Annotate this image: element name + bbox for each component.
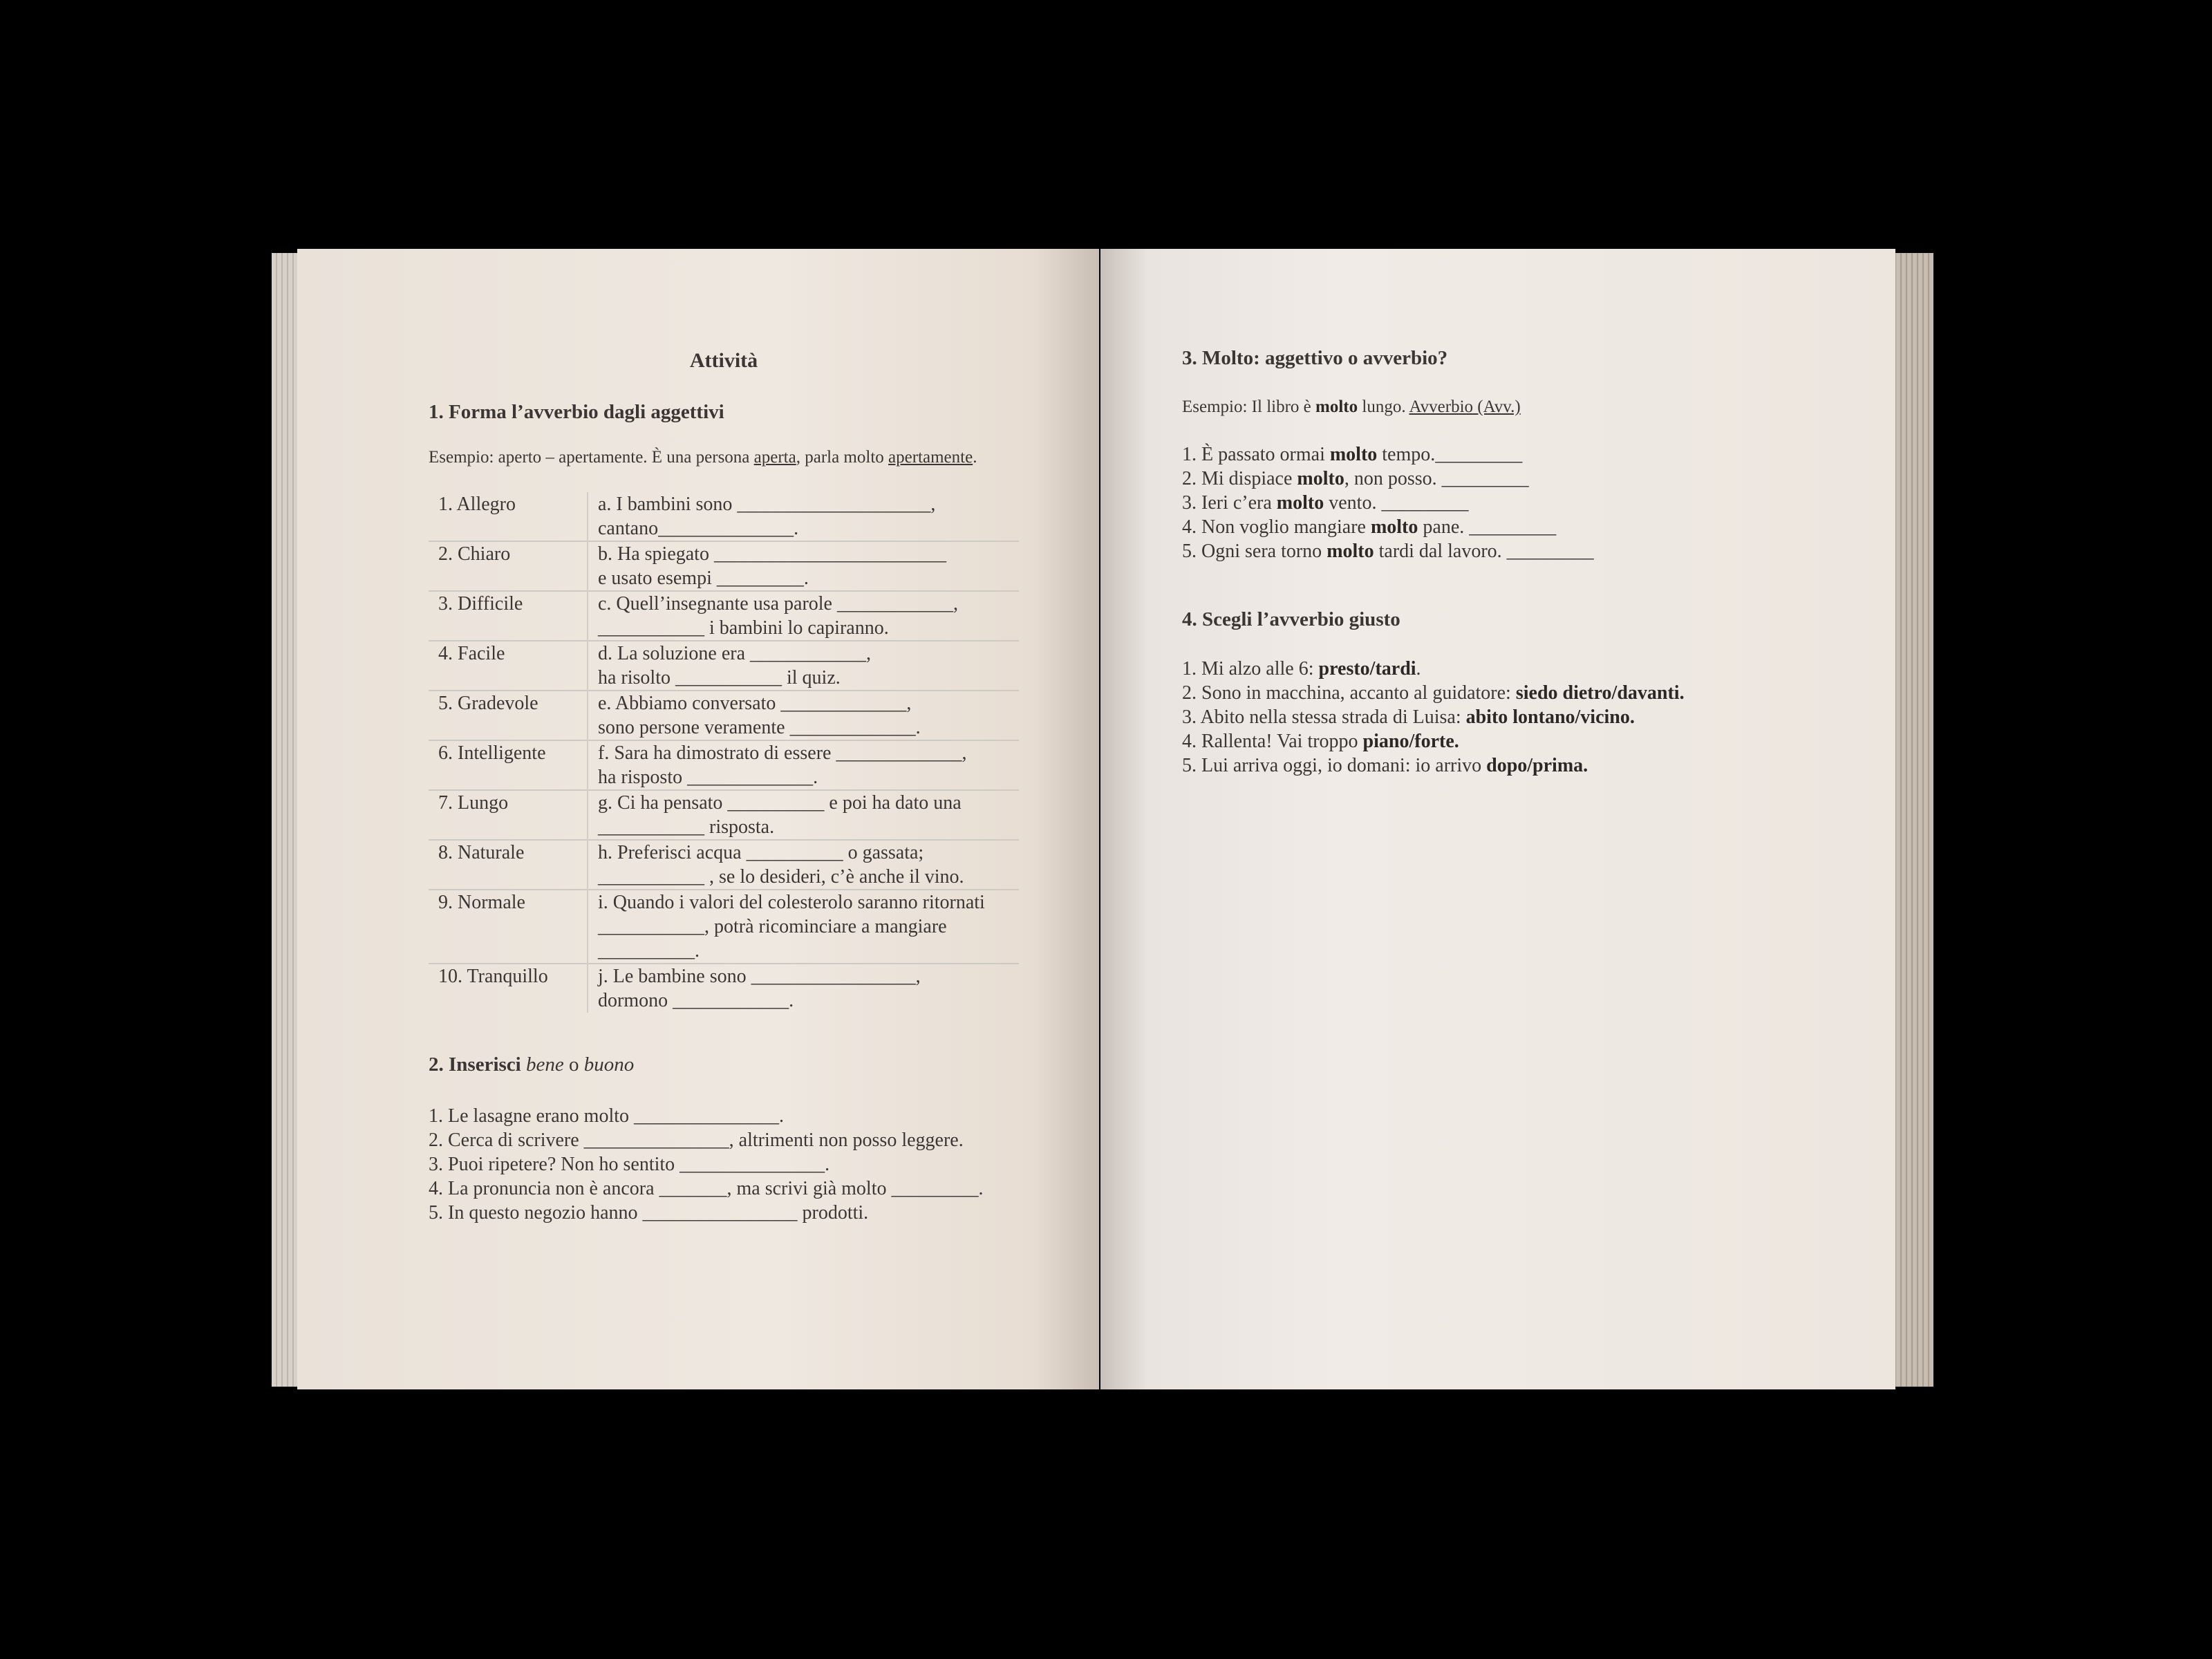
item-text: 2. Mi dispiace xyxy=(1182,468,1297,489)
item-text: pane. _________ xyxy=(1418,516,1557,538)
sentence-line: c. Quell’insegnante usa parole ____________, xyxy=(598,593,958,615)
section1-example xyxy=(429,448,977,467)
heading-italic: buono xyxy=(583,1053,635,1076)
bold-text: piano/forte. xyxy=(1362,731,1459,752)
list-item xyxy=(1182,657,1685,681)
sentence-line: e usato esempi _________. xyxy=(598,568,809,589)
table-row xyxy=(429,591,1019,641)
list-item xyxy=(1182,467,1594,491)
example-underlined: aperta xyxy=(753,448,796,467)
section2-list xyxy=(429,1104,983,1225)
table-row xyxy=(429,541,1019,591)
item-text: . xyxy=(1416,658,1421,679)
bold-text: siedo dietro/davanti. xyxy=(1515,682,1685,704)
list-item xyxy=(1182,705,1685,729)
list-item xyxy=(1182,753,1685,778)
heading-text: 2. Inserisci xyxy=(429,1053,526,1076)
heading-text: o xyxy=(563,1053,584,1076)
list-item xyxy=(1182,539,1594,563)
item-text: 1. È passato ormai xyxy=(1182,444,1330,465)
bold-text: presto/tardi xyxy=(1318,658,1416,679)
bold-text: molto xyxy=(1329,444,1378,465)
sentence-cell xyxy=(588,964,1019,1013)
adverb-exercise-table xyxy=(429,492,1019,1013)
item-text: 4. Rallenta! Vai troppo xyxy=(1182,731,1363,752)
sentence-line: ___________ , se lo desideri, c’è anche il vino. xyxy=(598,866,964,888)
sentence-line: ha risolto ___________ il quiz. xyxy=(598,667,841,688)
adjective-cell: 4. Facile xyxy=(429,641,588,691)
item-text: tardi dal lavoro. _________ xyxy=(1374,541,1594,562)
list-item: 4. La pronuncia non è ancora _______, ma scrivi già molto _________. xyxy=(429,1178,984,1199)
example-text: lungo. xyxy=(1358,397,1409,416)
table-row xyxy=(429,840,1019,890)
section4-heading: 4. Scegli l’avverbio giusto xyxy=(1182,608,1400,630)
adjective-cell: 1. Allegro xyxy=(429,492,588,541)
table-row xyxy=(429,740,1019,790)
adjective-cell: 8. Naturale xyxy=(429,840,588,890)
table-row xyxy=(429,964,1019,1013)
sentence-line: dormono ____________. xyxy=(598,990,794,1011)
example-bold: molto xyxy=(1315,397,1358,416)
sentence-line: j. Le bambine sono _________________, xyxy=(598,966,921,987)
item-text: tempo._________ xyxy=(1377,444,1523,465)
sentence-cell xyxy=(588,691,1019,740)
adjective-cell: 5. Gradevole xyxy=(429,691,588,740)
sentence-line: sono persone veramente _____________. xyxy=(598,717,921,738)
adjective-cell: 3. Difficile xyxy=(429,591,588,641)
item-text: 3. Ieri c’era xyxy=(1182,492,1277,514)
item-text: , non posso. _________ xyxy=(1344,468,1529,489)
right-page-edges xyxy=(1891,253,1933,1387)
sentence-line: b. Ha spiegato ________________________ xyxy=(598,543,946,565)
sentence-line: ha risposto _____________. xyxy=(598,767,818,788)
adjective-cell: 6. Intelligente xyxy=(429,740,588,790)
sentence-line: ___________ i bambini lo capiranno. xyxy=(598,617,889,639)
sentence-cell xyxy=(588,641,1019,691)
example-underlined: Avverbio (Avv.) xyxy=(1409,397,1521,416)
bold-text: molto xyxy=(1276,492,1324,514)
list-item xyxy=(1182,729,1685,753)
item-text: 1. Mi alzo alle 6: xyxy=(1182,658,1319,679)
sentence-cell xyxy=(588,840,1019,890)
adjective-cell: 9. Normale xyxy=(429,890,588,964)
list-item: 1. Le lasagne erano molto _______________. xyxy=(429,1105,785,1127)
sentence-cell xyxy=(588,740,1019,790)
sentence-line: ___________, potrà ricominciare a mangiare xyxy=(598,916,947,937)
example-text: , parla molto xyxy=(796,448,889,467)
item-text: 3. Abito nella stessa strada di Luisa: xyxy=(1182,706,1466,728)
table-row xyxy=(429,492,1019,541)
sentence-line: ___________ risposta. xyxy=(598,816,775,838)
bold-text: dopo/prima. xyxy=(1486,755,1588,776)
sentence-line: i. Quando i valori del colesterolo saranno ritornati xyxy=(598,892,985,913)
sentence-cell xyxy=(588,890,1019,964)
list-item: 5. In questo negozio hanno ________________ prodotti. xyxy=(429,1202,869,1224)
bold-text: molto xyxy=(1370,516,1418,538)
sentence-cell xyxy=(588,591,1019,641)
bold-text: abito lontano/vicino. xyxy=(1465,706,1635,728)
sentence-line: h. Preferisci acqua __________ o gassata; xyxy=(598,842,924,863)
bold-text: molto xyxy=(1327,541,1374,562)
section1-heading: 1. Forma l’avverbio dagli aggettivi xyxy=(429,401,724,423)
example-text: . xyxy=(973,448,977,467)
sentence-cell xyxy=(588,492,1019,541)
sentence-line: __________. xyxy=(598,940,700,962)
table-row xyxy=(429,890,1019,964)
bold-text: molto xyxy=(1297,468,1344,489)
example-text: Esempio: Il libro è xyxy=(1182,397,1316,416)
list-item xyxy=(1182,515,1594,539)
sentence-line: e. Abbiamo conversato _____________, xyxy=(598,693,912,714)
list-item xyxy=(1182,681,1685,705)
sentence-cell xyxy=(588,790,1019,840)
adjective-cell: 10. Tranquillo xyxy=(429,964,588,1013)
table-row xyxy=(429,641,1019,691)
sentence-line: d. La soluzione era ____________, xyxy=(598,643,872,664)
example-underlined: apertamente xyxy=(888,448,973,467)
sentence-line: cantano______________. xyxy=(598,518,799,539)
adjective-cell: 7. Lungo xyxy=(429,790,588,840)
right-page xyxy=(1100,249,1895,1389)
list-item: 3. Puoi ripetere? Non ho sentito _______________. xyxy=(429,1154,830,1175)
item-text: 4. Non voglio mangiare xyxy=(1182,516,1371,538)
section2-heading xyxy=(429,1053,634,1076)
example-text: Esempio: aperto – apertamente. È una persona xyxy=(429,448,754,467)
page-title: Attività xyxy=(689,349,758,372)
adjective-cell: 2. Chiaro xyxy=(429,541,588,591)
sentence-line: a. I bambini sono ____________________, xyxy=(598,494,936,515)
section3-heading: 3. Molto: aggettivo o avverbio? xyxy=(1182,347,1448,369)
section3-example xyxy=(1182,397,1521,417)
item-text: 2. Sono in macchina, accanto al guidatore: xyxy=(1182,682,1516,704)
table-row xyxy=(429,691,1019,740)
sentence-line: f. Sara ha dimostrato di essere _____________, xyxy=(598,742,967,764)
list-item: 2. Cerca di scrivere _______________, altrimenti non posso leggere. xyxy=(429,1130,964,1151)
list-item xyxy=(1182,491,1594,515)
list-item xyxy=(1182,442,1594,467)
heading-italic: bene xyxy=(525,1053,564,1076)
section3-list xyxy=(1182,442,1594,563)
sentence-cell xyxy=(588,541,1019,591)
table-row xyxy=(429,790,1019,840)
item-text: vento. _________ xyxy=(1324,492,1469,514)
sentence-line: g. Ci ha pensato __________ e poi ha dato una xyxy=(598,792,962,814)
item-text: 5. Lui arriva oggi, io domani: io arrivo xyxy=(1182,755,1487,776)
section4-list xyxy=(1182,657,1685,778)
item-text: 5. Ogni sera torno xyxy=(1182,541,1327,562)
